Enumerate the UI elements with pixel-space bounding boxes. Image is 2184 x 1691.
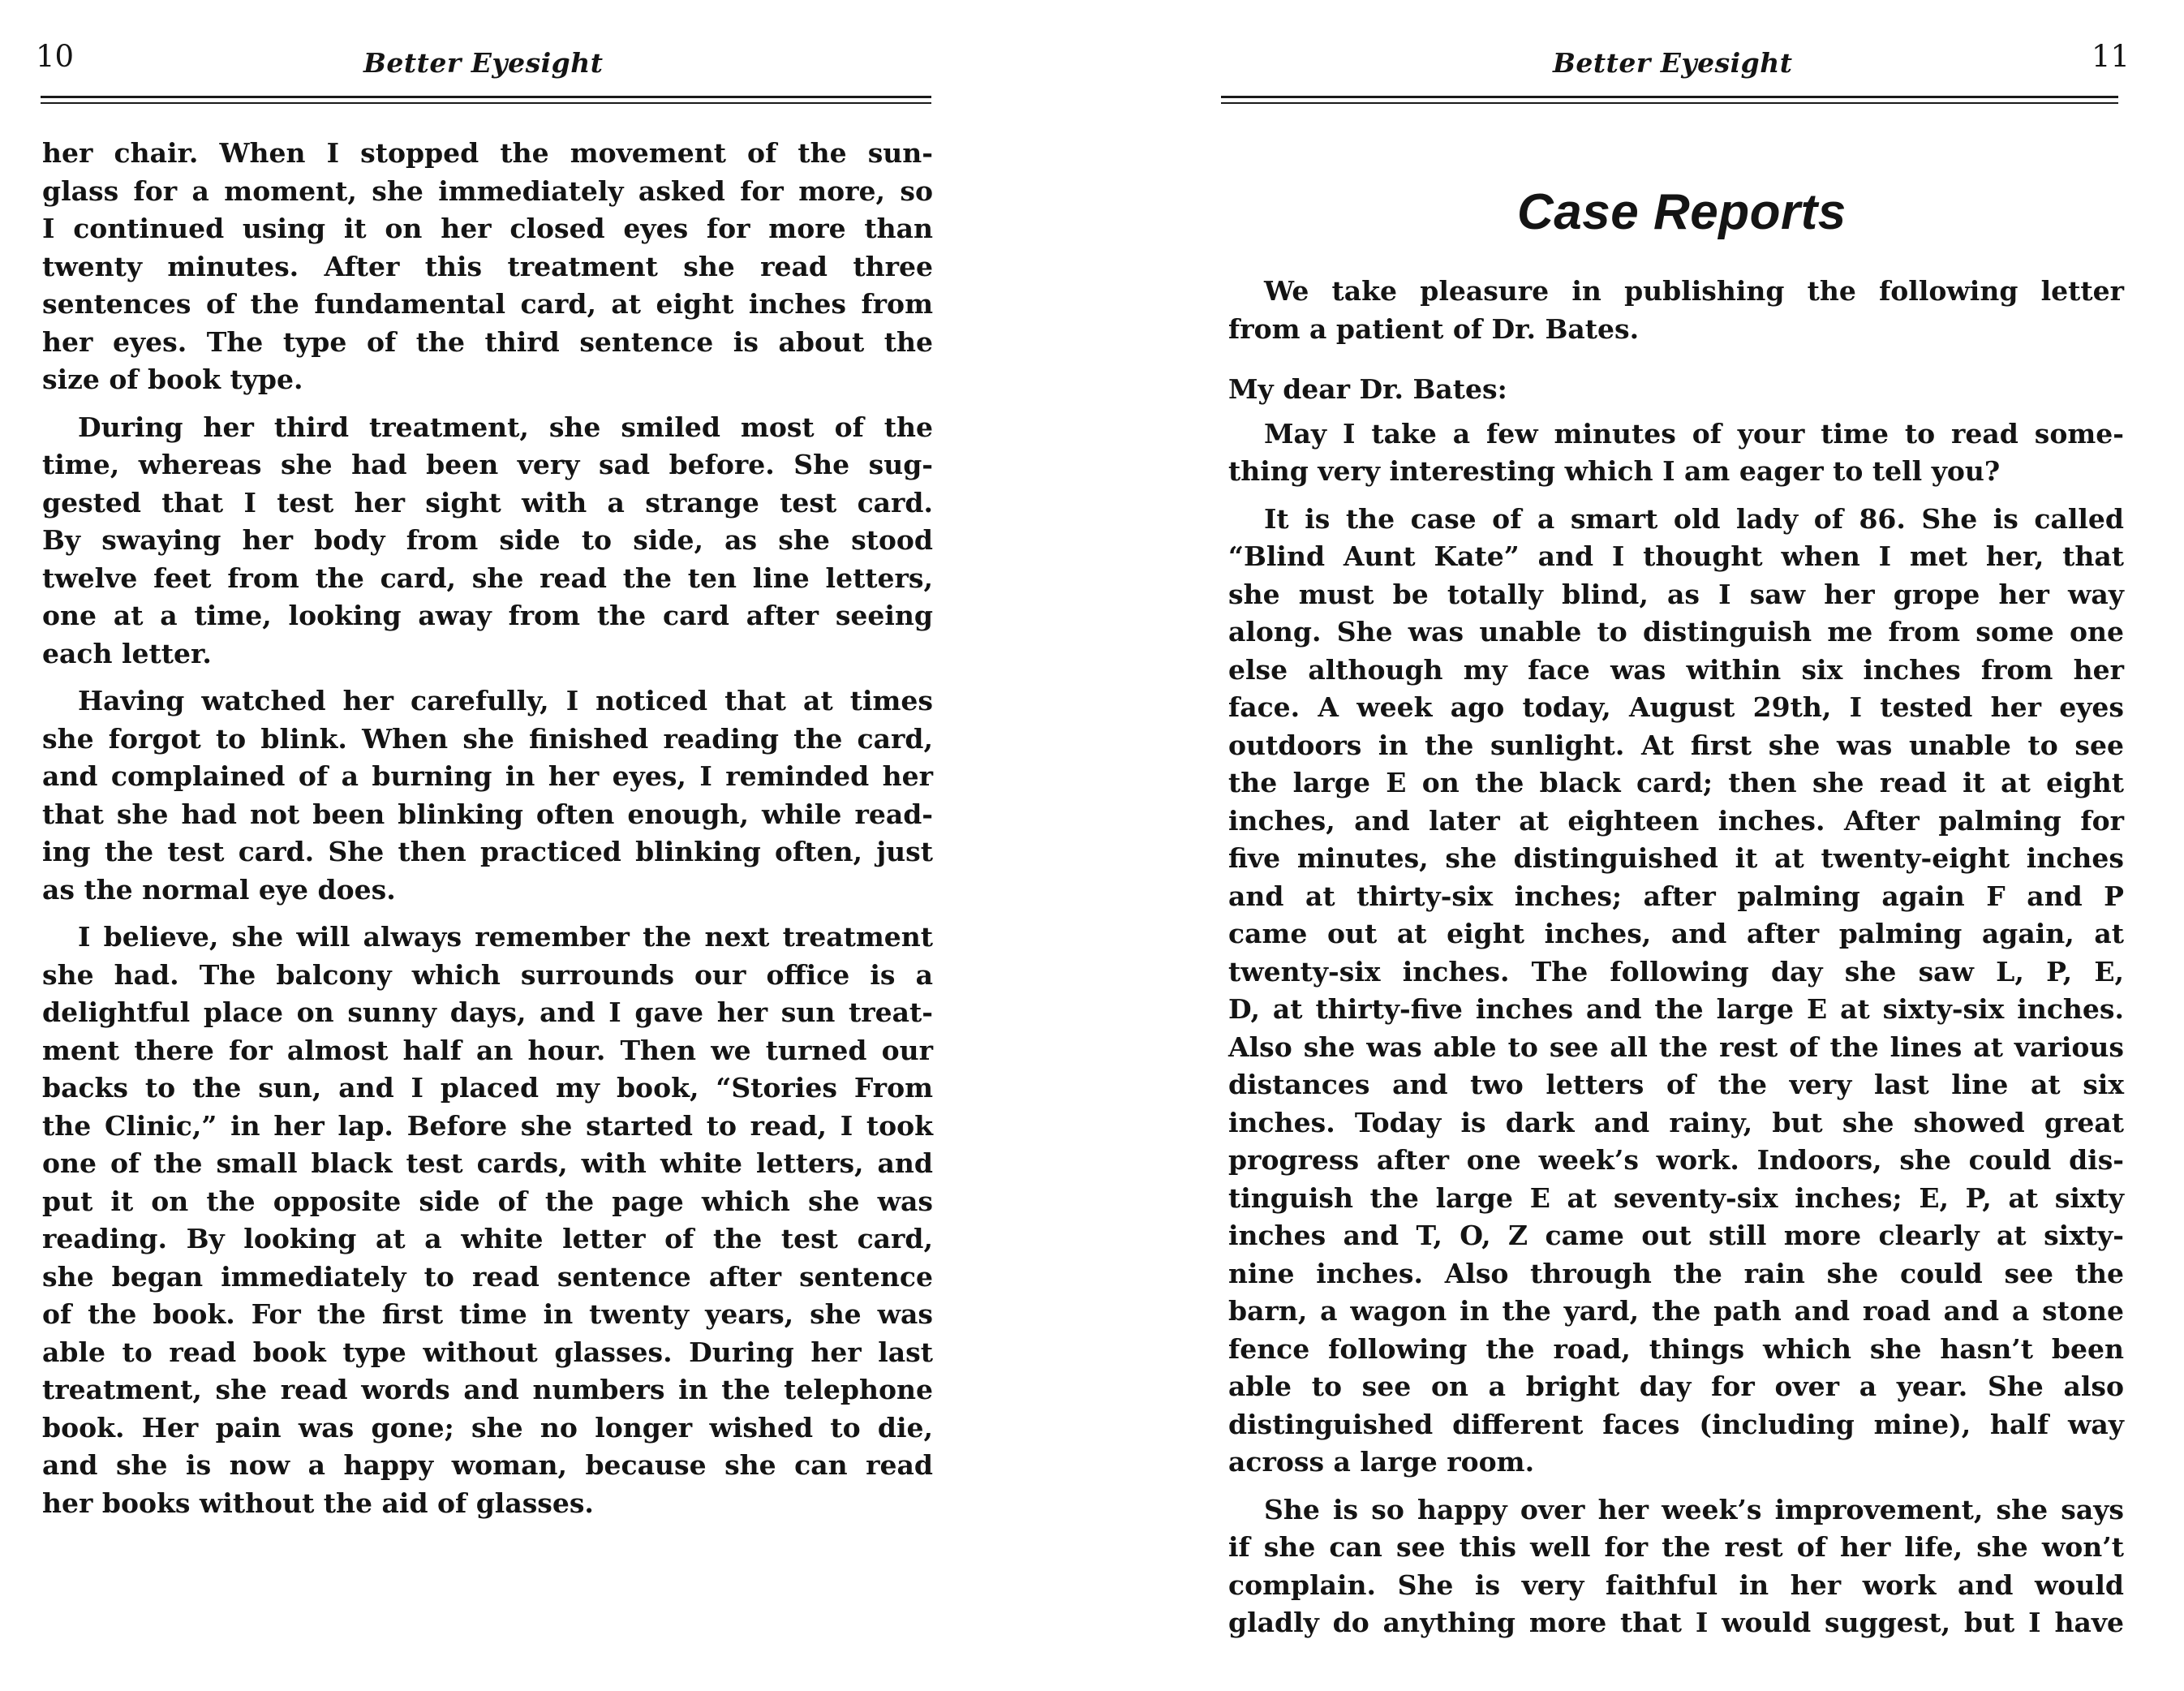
right-head-rule-bottom	[1221, 102, 2118, 104]
left-head-rule-top	[41, 96, 931, 98]
paragraph-gap	[1228, 491, 2124, 501]
text-line: book. Her pain was gone; she no longer wished to die,	[42, 1411, 933, 1444]
text-line: “Blind Aunt Kate” and I thought when I met her, that	[1228, 540, 2124, 572]
text-line: reading. By looking at a white letter of the test card,	[42, 1223, 933, 1254]
right-running-title: Better Eyesight	[1553, 47, 1793, 79]
text-line: ing the test card. She then practiced blinking often, just	[42, 836, 933, 867]
text-line: During her third treatment, she smiled most of the	[78, 411, 933, 443]
text-line: nine inches. Also through the rain she could see the	[1228, 1257, 2124, 1289]
paragraph-gap	[1228, 1482, 2124, 1491]
text-line: delightful place on sunny days, and I gave her sun treat-	[42, 996, 933, 1028]
text-line: came out at eight inches, and after palming again, at	[1228, 918, 2124, 949]
text-line: put it on the opposite side of the page which she was	[42, 1185, 933, 1217]
text-line: across a large room.	[1228, 1446, 1535, 1478]
text-line: each letter.	[42, 637, 212, 669]
paragraph	[42, 682, 933, 909]
text-line: as the normal eye does.	[42, 873, 396, 906]
left-page-body	[42, 135, 933, 1522]
text-line: the Clinic,” in her lap. Before she started to read, I took	[42, 1109, 933, 1142]
text-line: May I take a few minutes of your time to read some-	[1264, 417, 2124, 450]
intro-paragraph	[1228, 273, 2124, 348]
paragraph-gap	[1228, 409, 2124, 415]
text-line: her eyes. The type of the third sentence is about the	[42, 325, 933, 358]
text-line: she had. The balcony which surrounds our office is a	[42, 958, 933, 991]
paragraph	[1228, 415, 2124, 491]
text-line: distances and two letters of the very last line at six	[1228, 1069, 2124, 1100]
paragraph	[42, 135, 933, 399]
right-running-head	[1217, 39, 2184, 88]
text-line: It is the case of a smart old lady of 86. She is called	[1264, 502, 2124, 535]
text-line: one of the small black test cards, with white letters, and	[42, 1147, 933, 1179]
left-page-number: 10	[36, 39, 75, 74]
text-line: We take pleasure in publishing the following letter	[1264, 275, 2124, 307]
text-line: outdoors in the sunlight. At first she was unable to see	[1228, 729, 2124, 761]
text-line: one at a time, looking away from the card after seeing	[42, 600, 933, 631]
paragraph-gap	[42, 909, 933, 919]
text-line: fence following the road, things which she hasn’t been	[1228, 1332, 2124, 1365]
text-line: inches, and later at eighteen inches. After palming for	[1228, 804, 2124, 837]
text-line: I continued using it on her closed eyes for more than	[42, 213, 933, 244]
text-line: twelve feet from the card, she read the ten line letters,	[42, 562, 933, 594]
text-line: her books without the aid of glasses.	[42, 1487, 594, 1519]
text-line: gladly do anything more that I would suggest, but I have	[1228, 1607, 2124, 1638]
text-line: sentences of the fundamental card, at eight inches from	[42, 288, 933, 320]
text-line: thing very interesting which I am eager to tell you?	[1228, 455, 2001, 487]
text-line: By swaying her body from side to side, as she stood	[42, 524, 933, 556]
paragraph	[1228, 1491, 2124, 1642]
text-line: along. She was unable to distinguish me from some one	[1228, 616, 2124, 648]
text-line: backs to the sun, and I placed my book, “Stories From	[42, 1072, 933, 1104]
text-line: D, at thirty-five inches and the large E at sixty-six inches.	[1228, 993, 2124, 1025]
paragraph-gap	[1228, 348, 2124, 371]
right-head-rule-top	[1221, 96, 2118, 98]
left-running-title: Better Eyesight	[363, 47, 604, 79]
text-line: progress after one week’s work. Indoors, she could dis-	[1228, 1144, 2124, 1176]
paragraph-gap	[42, 399, 933, 409]
text-line: and complained of a burning in her eyes, I reminded her	[42, 760, 933, 792]
text-line: and she is now a happy woman, because she can read	[42, 1449, 933, 1481]
text-line: she must be totally blind, as I saw her grope her way	[1228, 578, 2124, 610]
text-line: barn, a wagon in the yard, the path and road and a stone	[1228, 1295, 2124, 1327]
text-line: able to see on a bright day for over a year. She also	[1228, 1370, 2124, 1402]
text-line: inches and T, O, Z came out still more clearly at sixty-	[1228, 1220, 2124, 1251]
text-line: I believe, she will always remember the next treatment	[78, 921, 933, 953]
text-line: her chair. When I stopped the movement of the sun-	[42, 137, 933, 169]
text-line: She is so happy over her week’s improvement, she says	[1264, 1493, 2124, 1525]
text-line: and at thirty-six inches; after palming again F and P	[1228, 880, 2124, 912]
paragraph	[42, 409, 933, 673]
salutation: My dear Dr. Bates:	[1228, 373, 1507, 405]
text-line: complain. She is very faithful in her work and would	[1228, 1568, 2124, 1601]
text-line: five minutes, she distinguished it at twenty-eight inches	[1228, 842, 2124, 874]
text-line: inches. Today is dark and rainy, but she showed great	[1228, 1106, 2124, 1138]
text-line: from a patient of Dr. Bates.	[1228, 312, 1640, 345]
text-line: distinguished different faces (including mine), half way	[1228, 1408, 2124, 1440]
text-line: face. A week ago today, August 29th, I tested her eyes	[1228, 691, 2124, 723]
text-line: else although my face was within six inches from her	[1228, 653, 2124, 686]
section-title: Case Reports	[1517, 184, 1847, 240]
text-line: twenty-six inches. The following day she saw L, P, E,	[1228, 955, 2124, 987]
text-line: time, whereas she had been very sad before. She sug-	[42, 449, 933, 480]
text-line: she forgot to blink. When she finished reading the card,	[42, 722, 933, 755]
text-line: ment there for almost half an hour. Then we turned our	[42, 1034, 933, 1066]
text-line: size of book type.	[42, 364, 303, 395]
text-line: twenty minutes. After this treatment she read three	[42, 250, 933, 282]
right-page-body	[1228, 273, 2124, 1642]
text-line: of the book. For the first time in twenty years, she was	[42, 1298, 933, 1330]
text-line: treatment, she read words and numbers in the telephone	[42, 1374, 933, 1405]
text-line: tinguish the large E at seventy-six inches; E, P, at sixty	[1228, 1181, 2124, 1214]
text-line: if she can see this well for the rest of her life, she won’t	[1228, 1531, 2124, 1563]
left-head-rule-bottom	[41, 102, 931, 104]
paragraph	[42, 919, 933, 1522]
paragraph-gap	[42, 673, 933, 682]
text-line: glass for a moment, she immediately asked for more, so	[42, 174, 933, 207]
text-line: Having watched her carefully, I noticed that at times	[78, 685, 933, 716]
text-line: the large E on the black card; then she read it at eight	[1228, 767, 2124, 798]
right-page-number: 11	[2092, 39, 2130, 74]
text-line: Also she was able to see all the rest of the lines at various	[1228, 1031, 2124, 1063]
text-line: able to read book type without glasses. During her last	[42, 1336, 933, 1368]
text-line: she began immediately to read sentence after sentence	[42, 1260, 933, 1293]
text-line: that she had not been blinking often enough, while read-	[42, 798, 933, 830]
left-running-head	[0, 39, 957, 88]
text-line: gested that I test her sight with a strange test card.	[42, 486, 933, 518]
paragraph	[1228, 501, 2124, 1482]
